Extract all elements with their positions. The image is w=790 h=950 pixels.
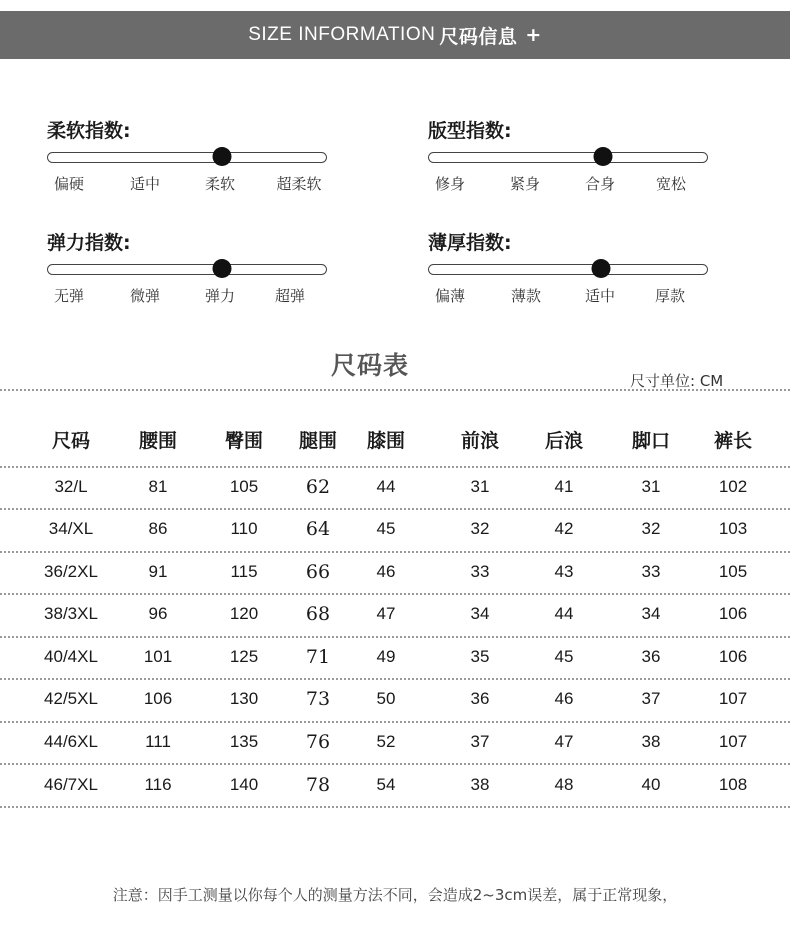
table-cell: 54 xyxy=(376,775,396,794)
table-cell: 130 xyxy=(229,689,259,708)
table-cell: 47 xyxy=(554,732,574,751)
table-cell: 34/XL xyxy=(48,519,94,538)
dotted-divider xyxy=(0,551,790,553)
index-label: 合身 xyxy=(584,175,616,193)
column-header: 裤长 xyxy=(713,430,753,452)
table-cell: 76 xyxy=(305,731,331,753)
table-cell: 116 xyxy=(144,775,172,794)
table-cell: 42 xyxy=(554,519,574,538)
dotted-divider xyxy=(0,763,790,765)
table-cell: 33 xyxy=(470,562,490,581)
index-label: 偏薄 xyxy=(434,287,466,305)
table-cell: 44 xyxy=(376,477,396,496)
table-cell: 34 xyxy=(470,604,490,623)
dotted-divider xyxy=(0,678,790,680)
table-cell: 48 xyxy=(554,775,574,794)
table-cell: 36 xyxy=(470,689,490,708)
table-cell: 46 xyxy=(554,689,574,708)
dotted-divider xyxy=(0,466,790,468)
index-knob xyxy=(213,147,232,166)
table-cell: 42/5XL xyxy=(44,689,98,708)
table-cell: 135 xyxy=(229,732,259,751)
dotted-divider xyxy=(0,721,790,723)
table-cell: 108 xyxy=(718,775,748,794)
index-label: 宽松 xyxy=(655,175,687,193)
table-cell: 111 xyxy=(145,732,171,751)
table-cell: 46/7XL xyxy=(44,775,98,794)
table-cell: 106 xyxy=(718,647,748,666)
column-header: 腿围 xyxy=(298,430,338,452)
table-cell: 38 xyxy=(641,732,661,751)
table-cell: 38 xyxy=(470,775,490,794)
dotted-divider xyxy=(0,806,790,808)
table-cell: 96 xyxy=(148,604,168,623)
table-cell: 105 xyxy=(718,562,748,581)
table-cell: 50 xyxy=(376,689,396,708)
size-unit: 尺寸单位: CM xyxy=(630,372,724,390)
table-cell: 102 xyxy=(718,477,748,496)
index-label: 薄款 xyxy=(510,287,542,305)
table-cell: 68 xyxy=(305,603,331,625)
table-cell: 38/3XL xyxy=(44,604,98,623)
table-cell: 106 xyxy=(143,689,173,708)
index-label: 无弹 xyxy=(53,287,85,305)
table-cell: 105 xyxy=(229,477,259,496)
index-label: 超弹 xyxy=(274,287,306,305)
table-cell: 32 xyxy=(470,519,490,538)
table-cell: 120 xyxy=(229,604,259,623)
column-header: 后浪 xyxy=(544,430,584,452)
index-label: 超柔软 xyxy=(276,175,322,193)
table-cell: 107 xyxy=(718,732,748,751)
index-label: 适中 xyxy=(129,175,161,193)
table-cell: 45 xyxy=(554,647,574,666)
index-title: 薄厚指数: xyxy=(428,232,512,254)
index-label: 厚款 xyxy=(654,287,686,305)
table-cell: 73 xyxy=(305,688,331,710)
table-cell: 91 xyxy=(148,562,168,581)
column-header: 腰围 xyxy=(138,430,178,452)
table-cell: 115 xyxy=(230,562,258,581)
column-header: 膝围 xyxy=(366,430,406,452)
column-header: 臀围 xyxy=(224,430,264,452)
table-cell: 52 xyxy=(376,732,396,751)
measurement-note: 注意：因手工测量以你每个人的测量方法不同，会造成2~3cm误差，属于正常现象， xyxy=(112,886,678,904)
table-cell: 41 xyxy=(554,477,574,496)
table-cell: 31 xyxy=(470,477,490,496)
index-track xyxy=(428,152,708,163)
dotted-divider xyxy=(0,389,790,391)
table-cell: 37 xyxy=(641,689,661,708)
table-cell: 40 xyxy=(641,775,661,794)
index-track xyxy=(47,152,327,163)
table-cell: 140 xyxy=(229,775,259,794)
table-cell: 101 xyxy=(143,647,173,666)
size-information-banner xyxy=(0,11,790,59)
index-label: 偏硬 xyxy=(53,175,85,193)
table-cell: 32 xyxy=(641,519,661,538)
table-cell: 36 xyxy=(641,647,661,666)
table-cell: 44 xyxy=(554,604,574,623)
table-cell: 110 xyxy=(230,519,258,538)
dotted-divider xyxy=(0,508,790,510)
table-cell: 81 xyxy=(148,477,168,496)
table-cell: 36/2XL xyxy=(44,562,98,581)
table-cell: 40/4XL xyxy=(44,647,98,666)
table-cell: 32/L xyxy=(54,477,88,496)
dotted-divider xyxy=(0,593,790,595)
table-cell: 106 xyxy=(718,604,748,623)
table-cell: 49 xyxy=(376,647,396,666)
index-title: 柔软指数: xyxy=(47,120,131,142)
table-cell: 78 xyxy=(305,774,331,796)
index-label: 适中 xyxy=(584,287,616,305)
table-cell: 35 xyxy=(470,647,490,666)
column-header: 脚口 xyxy=(631,430,671,452)
banner-plus: + xyxy=(525,24,542,46)
table-cell: 44/6XL xyxy=(44,732,98,751)
dotted-divider xyxy=(0,636,790,638)
banner-title-zh: 尺码信息 xyxy=(439,25,518,48)
column-header: 前浪 xyxy=(460,430,500,452)
index-label: 紧身 xyxy=(509,175,541,193)
table-cell: 43 xyxy=(554,562,574,581)
table-cell: 46 xyxy=(376,562,396,581)
table-cell: 103 xyxy=(718,519,748,538)
index-title: 弹力指数: xyxy=(47,232,131,254)
index-label: 修身 xyxy=(434,175,466,193)
table-cell: 66 xyxy=(305,561,331,583)
index-label: 微弹 xyxy=(129,287,161,305)
table-cell: 125 xyxy=(229,647,259,666)
table-cell: 45 xyxy=(376,519,396,538)
table-cell: 37 xyxy=(470,732,490,751)
table-cell: 33 xyxy=(641,562,661,581)
table-cell: 34 xyxy=(641,604,661,623)
index-knob xyxy=(592,259,611,278)
table-cell: 62 xyxy=(305,476,331,498)
table-cell: 64 xyxy=(305,518,331,540)
index-label: 弹力 xyxy=(204,287,236,305)
index-title: 版型指数: xyxy=(428,120,512,142)
table-cell: 71 xyxy=(305,646,331,668)
table-cell: 31 xyxy=(641,477,661,496)
index-track xyxy=(47,264,327,275)
index-label: 柔软 xyxy=(204,175,236,193)
index-knob xyxy=(594,147,613,166)
table-cell: 47 xyxy=(376,604,396,623)
table-cell: 107 xyxy=(718,689,748,708)
banner-title-en: SIZE INFORMATION xyxy=(248,24,436,45)
index-knob xyxy=(213,259,232,278)
table-cell: 86 xyxy=(148,519,168,538)
index-track xyxy=(428,264,708,275)
column-header: 尺码 xyxy=(51,430,91,452)
size-table-title: 尺码表 xyxy=(330,351,409,380)
